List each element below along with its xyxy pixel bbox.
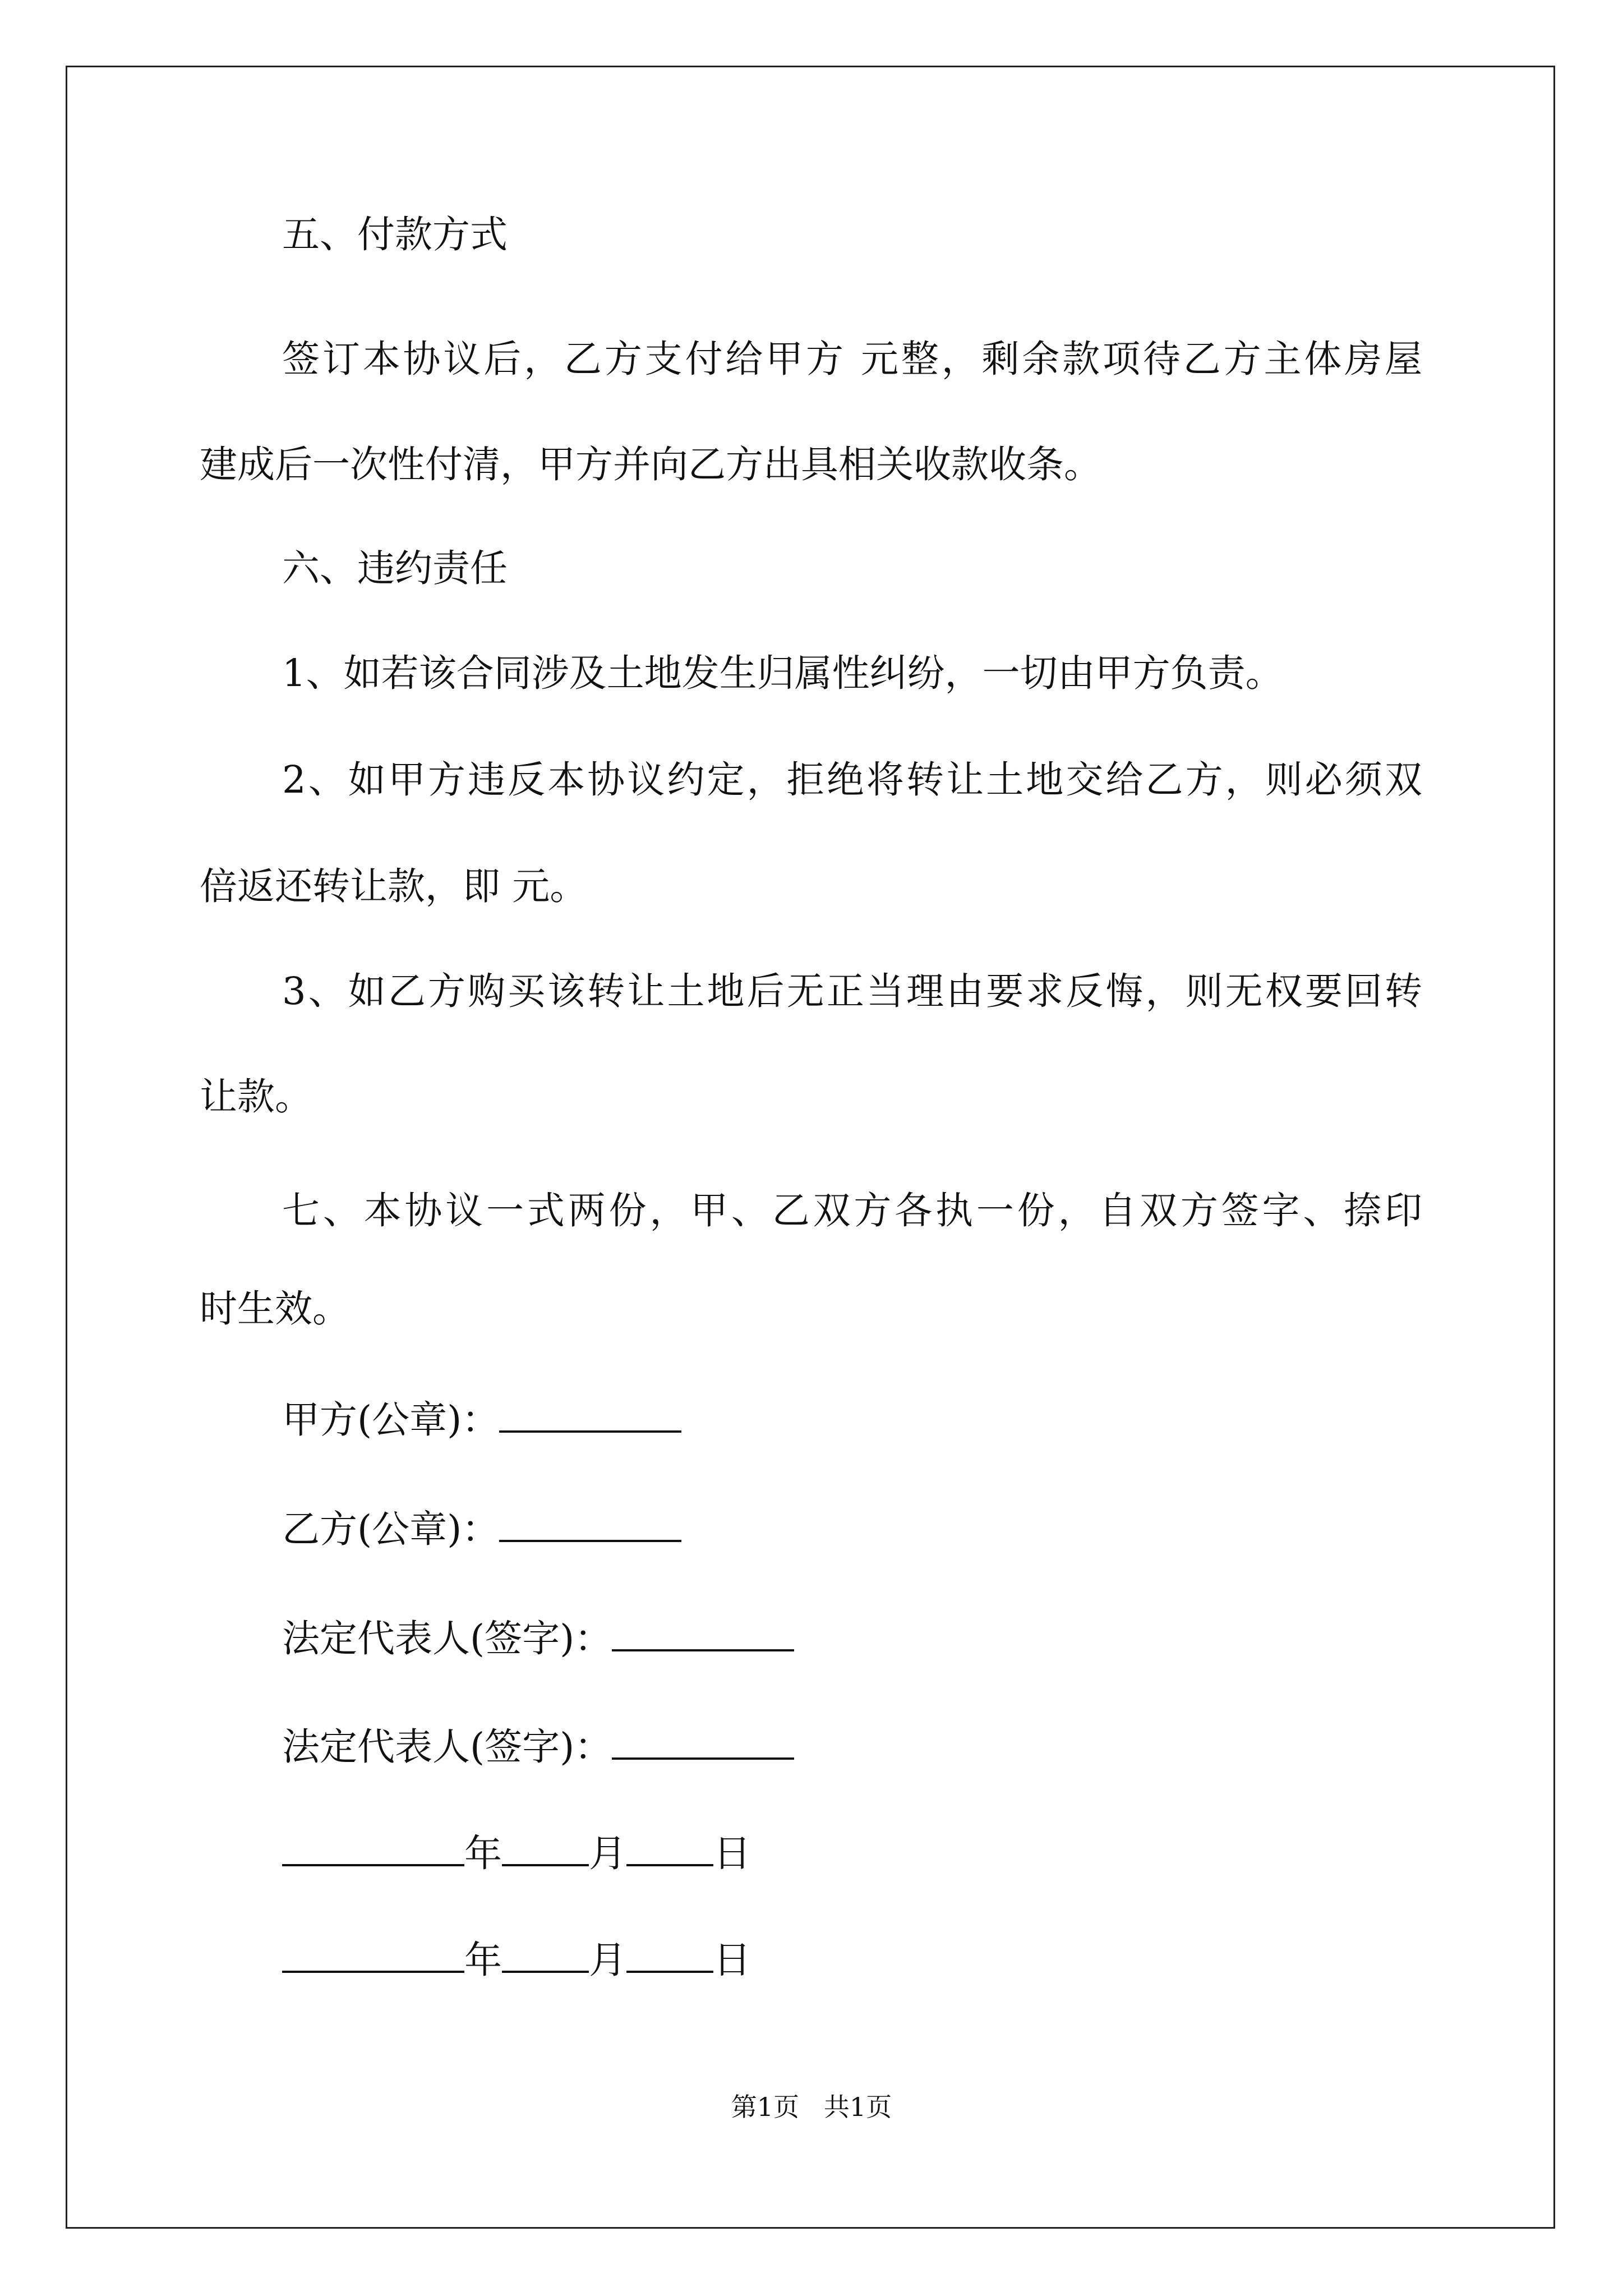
breach-item-1: 1、如若该合同涉及土地发生归属性纠纷，一切由甲方负责。: [282, 651, 1283, 695]
rep-b-signature-line: [282, 1724, 794, 1769]
party-b-seal-label: 乙方(公章)：: [282, 1507, 500, 1551]
breach-item-2-line-2: 倍返还转让款，即 元。: [200, 864, 588, 908]
rep-a-signature-blank: [612, 1616, 794, 1651]
date-2-year-label: 年: [464, 1938, 502, 1982]
breach-item-2-line-1: 2、如甲方违反本协议约定，拒绝将转让土地交给乙方，则必须双: [282, 758, 1422, 802]
section-7-line-1: 七、本协议一式两份，甲、乙双方各执一份，自双方签字、捺印: [282, 1189, 1422, 1232]
breach-item-3-line-1: 3、如乙方购买该转让土地后无正当理由要求反悔，则无权要回转: [282, 969, 1422, 1013]
rep-b-signature-label: 法定代表人(签字)：: [282, 1725, 612, 1769]
date-2-month-label: 月: [589, 1938, 626, 1982]
section-5-paragraph-line-1: 签订本协议后，乙方支付给甲方 元整，剩余款项待乙方主体房屋: [282, 337, 1422, 381]
party-a-seal-blank: [499, 1397, 681, 1433]
party-b-seal-blank: [499, 1506, 681, 1542]
party-b-seal-line: [282, 1506, 681, 1552]
rep-a-signature-line: [282, 1616, 794, 1661]
date-2-day-blank: [626, 1937, 713, 1973]
date-1-month-label: 月: [589, 1832, 626, 1875]
date-1-year-blank: [282, 1830, 464, 1866]
date-2-year-blank: [282, 1937, 464, 1973]
rep-a-signature-label: 法定代表人(签字)：: [282, 1617, 612, 1660]
party-a-seal-line: [282, 1397, 681, 1442]
page-border: [66, 66, 1555, 2229]
date-line-1: [282, 1830, 751, 1876]
date-line-2: [282, 1937, 751, 1982]
section-5-paragraph-line-2: 建成后一次性付清，甲方并向乙方出具相关收款收条。: [200, 443, 1101, 486]
date-1-month-blank: [502, 1830, 589, 1866]
section-6-heading: 六、违约责任: [282, 546, 508, 590]
date-1-day-blank: [626, 1830, 713, 1866]
party-a-seal-label: 甲方(公章)：: [282, 1398, 500, 1442]
date-1-day-label: 日: [713, 1832, 751, 1875]
page-footer: 第1页 共1页: [731, 2092, 892, 2122]
rep-b-signature-blank: [612, 1724, 794, 1760]
date-1-year-label: 年: [464, 1832, 502, 1875]
date-2-month-blank: [502, 1937, 589, 1973]
breach-item-3-line-2: 让款。: [200, 1075, 312, 1119]
section-5-heading: 五、付款方式: [282, 213, 508, 256]
section-7-line-2: 时生效。: [200, 1287, 350, 1331]
date-2-day-label: 日: [713, 1938, 751, 1982]
